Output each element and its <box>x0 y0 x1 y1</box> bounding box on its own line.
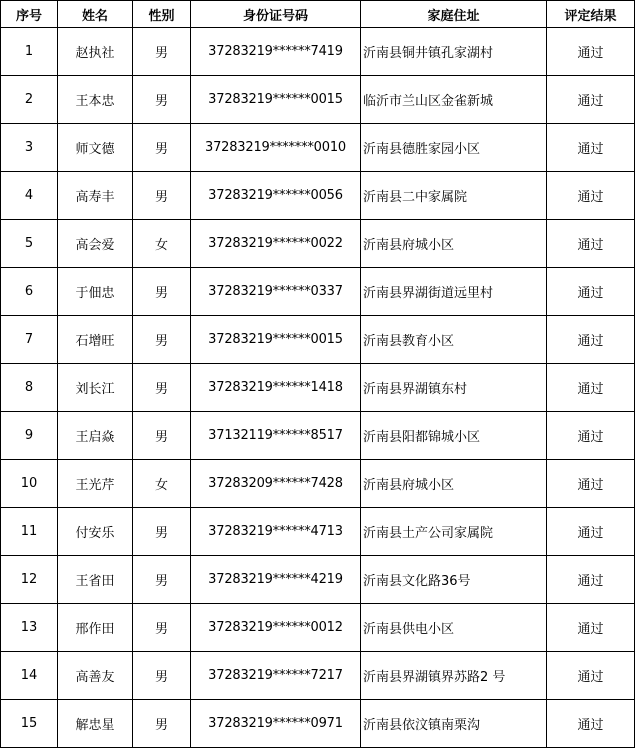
cell-name: 石增旺 <box>58 316 133 364</box>
cell-id-number: 37283209******7428 <box>191 460 361 508</box>
cell-gender: 男 <box>133 28 191 76</box>
cell-result: 通过 <box>547 28 635 76</box>
cell-address: 沂南县德胜家园小区 <box>361 124 547 172</box>
cell-gender: 男 <box>133 652 191 700</box>
cell-result: 通过 <box>547 220 635 268</box>
cell-id-number: 37283219*******0010 <box>191 124 361 172</box>
cell-gender: 男 <box>133 124 191 172</box>
table-row <box>1 28 635 76</box>
table-row <box>1 652 635 700</box>
cell-name: 刘长江 <box>58 364 133 412</box>
cell-result: 通过 <box>547 508 635 556</box>
cell-seq: 8 <box>1 364 58 412</box>
cell-seq: 1 <box>1 28 58 76</box>
cell-seq: 13 <box>1 604 58 652</box>
header-id-number: 身份证号码 <box>191 1 361 28</box>
cell-seq: 9 <box>1 412 58 460</box>
header-seq: 序号 <box>1 1 58 28</box>
cell-gender: 男 <box>133 412 191 460</box>
cell-name: 王光芹 <box>58 460 133 508</box>
cell-address: 临沂市兰山区金雀新城 <box>361 76 547 124</box>
cell-address: 沂南县界湖街道远里村 <box>361 268 547 316</box>
cell-seq: 14 <box>1 652 58 700</box>
cell-name: 王本忠 <box>58 76 133 124</box>
cell-gender: 男 <box>133 700 191 748</box>
cell-gender: 男 <box>133 556 191 604</box>
cell-address: 沂南县府城小区 <box>361 220 547 268</box>
table-row <box>1 604 635 652</box>
cell-seq: 10 <box>1 460 58 508</box>
table-row <box>1 460 635 508</box>
table-row <box>1 412 635 460</box>
cell-result: 通过 <box>547 604 635 652</box>
cell-seq: 3 <box>1 124 58 172</box>
cell-result: 通过 <box>547 172 635 220</box>
cell-name: 解忠星 <box>58 700 133 748</box>
cell-gender: 男 <box>133 316 191 364</box>
cell-id-number: 37283219******0022 <box>191 220 361 268</box>
cell-name: 赵执社 <box>58 28 133 76</box>
header-gender: 性别 <box>133 1 191 28</box>
cell-id-number: 37283219******7419 <box>191 28 361 76</box>
cell-address: 沂南县铜井镇孔家湖村 <box>361 28 547 76</box>
header-address: 家庭住址 <box>361 1 547 28</box>
cell-gender: 男 <box>133 268 191 316</box>
table-row <box>1 76 635 124</box>
cell-result: 通过 <box>547 412 635 460</box>
cell-address: 沂南县文化路36号 <box>361 556 547 604</box>
cell-id-number: 37283219******0015 <box>191 316 361 364</box>
cell-name: 王启焱 <box>58 412 133 460</box>
cell-address: 沂南县界湖镇东村 <box>361 364 547 412</box>
cell-id-number: 37283219******7217 <box>191 652 361 700</box>
cell-result: 通过 <box>547 76 635 124</box>
cell-address: 沂南县教育小区 <box>361 316 547 364</box>
cell-gender: 男 <box>133 364 191 412</box>
table-row <box>1 220 635 268</box>
cell-result: 通过 <box>547 268 635 316</box>
cell-seq: 2 <box>1 76 58 124</box>
cell-gender: 男 <box>133 604 191 652</box>
cell-result: 通过 <box>547 316 635 364</box>
cell-address: 沂南县阳都锦城小区 <box>361 412 547 460</box>
cell-name: 高寿丰 <box>58 172 133 220</box>
cell-seq: 6 <box>1 268 58 316</box>
cell-address: 沂南县二中家属院 <box>361 172 547 220</box>
cell-id-number: 37283219******0012 <box>191 604 361 652</box>
cell-address: 沂南县界湖镇界苏路2 号 <box>361 652 547 700</box>
cell-id-number: 37283219******4713 <box>191 508 361 556</box>
cell-address: 沂南县土产公司家属院 <box>361 508 547 556</box>
table-row <box>1 124 635 172</box>
cell-address: 沂南县府城小区 <box>361 460 547 508</box>
cell-id-number: 37283219******4219 <box>191 556 361 604</box>
cell-result: 通过 <box>547 364 635 412</box>
cell-name: 于佃忠 <box>58 268 133 316</box>
cell-seq: 15 <box>1 700 58 748</box>
header-row <box>1 1 635 28</box>
cell-result: 通过 <box>547 124 635 172</box>
table-row <box>1 508 635 556</box>
cell-gender: 男 <box>133 508 191 556</box>
cell-id-number: 37283219******0015 <box>191 76 361 124</box>
table-row <box>1 700 635 748</box>
cell-id-number: 37283219******0337 <box>191 268 361 316</box>
cell-name: 师文德 <box>58 124 133 172</box>
table-row <box>1 556 635 604</box>
cell-address: 沂南县依汶镇南栗沟 <box>361 700 547 748</box>
cell-result: 通过 <box>547 460 635 508</box>
cell-id-number: 37283219******0056 <box>191 172 361 220</box>
cell-result: 通过 <box>547 652 635 700</box>
cell-gender: 女 <box>133 460 191 508</box>
cell-gender: 女 <box>133 220 191 268</box>
cell-name: 高会爱 <box>58 220 133 268</box>
cell-id-number: 37283219******1418 <box>191 364 361 412</box>
table-header <box>1 1 635 28</box>
cell-id-number: 37132119******8517 <box>191 412 361 460</box>
table-row <box>1 172 635 220</box>
cell-seq: 7 <box>1 316 58 364</box>
table-row <box>1 364 635 412</box>
header-result: 评定结果 <box>547 1 635 28</box>
cell-name: 付安乐 <box>58 508 133 556</box>
cell-seq: 4 <box>1 172 58 220</box>
table-body <box>1 28 635 748</box>
cell-address: 沂南县供电小区 <box>361 604 547 652</box>
cell-gender: 男 <box>133 76 191 124</box>
cell-name: 王省田 <box>58 556 133 604</box>
table-row <box>1 316 635 364</box>
header-name: 姓名 <box>58 1 133 28</box>
cell-gender: 男 <box>133 172 191 220</box>
cell-name: 邢作田 <box>58 604 133 652</box>
cell-result: 通过 <box>547 556 635 604</box>
cell-result: 通过 <box>547 700 635 748</box>
table-row <box>1 268 635 316</box>
cell-seq: 5 <box>1 220 58 268</box>
cell-name: 高善友 <box>58 652 133 700</box>
cell-id-number: 37283219******0971 <box>191 700 361 748</box>
cell-seq: 12 <box>1 556 58 604</box>
cell-seq: 11 <box>1 508 58 556</box>
